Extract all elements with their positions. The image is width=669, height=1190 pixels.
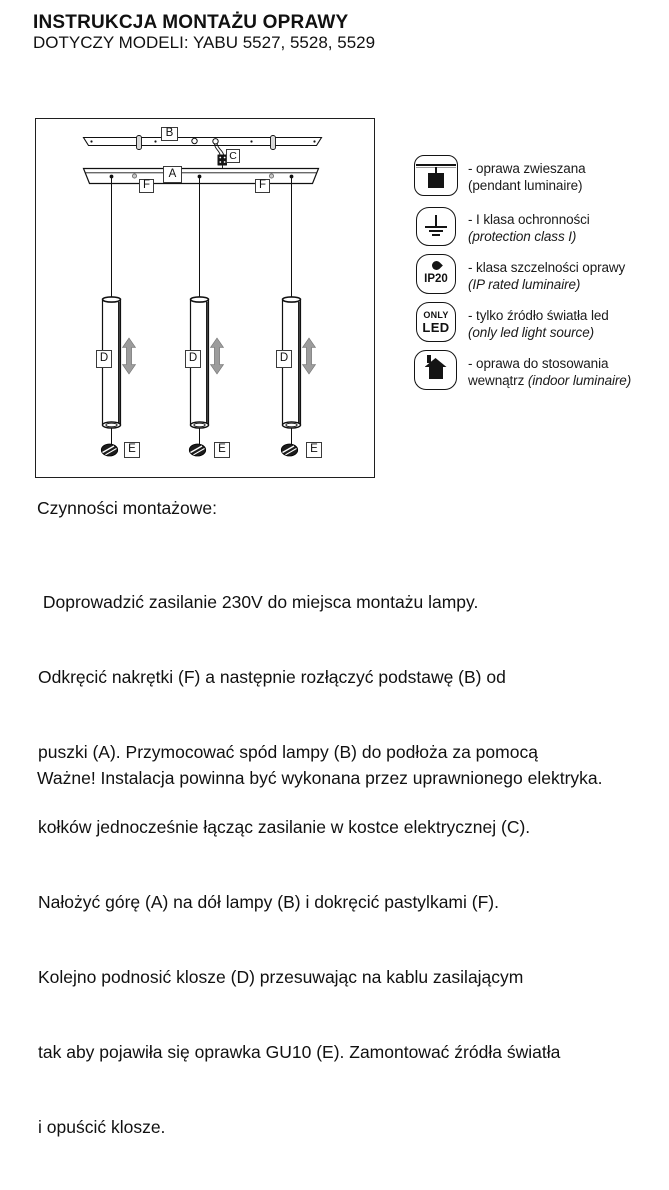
- water-drop-icon: [430, 259, 443, 272]
- warning-text: Ważne! Instalacja powinna być wykonana przez uprawnionego elektryka.: [37, 768, 603, 788]
- legend-line: - oprawa zwieszana: [468, 161, 586, 176]
- legend-line-italic: (IP rated luminaire): [468, 276, 581, 292]
- legend-line-italic: (protection class I): [468, 228, 577, 244]
- ground-symbol-bar: [429, 230, 443, 232]
- step-line: Nałożyć górę (A) na dół lampy (B) i dokręcić pastylkami (F).: [38, 892, 499, 912]
- ip-rating-text: IP20: [424, 273, 448, 285]
- ground-symbol-bar: [432, 234, 440, 236]
- ip20-icon: [416, 254, 456, 294]
- led-text: LED: [422, 320, 450, 335]
- label-d: D: [185, 350, 201, 368]
- label-f: F: [139, 179, 154, 193]
- label-b: B: [161, 127, 178, 141]
- assembly-diagram: [35, 118, 375, 478]
- steps-heading: Czynności montażowe:: [37, 498, 217, 518]
- legend-line: (pendant luminaire): [468, 177, 583, 193]
- page-title: INSTRUKCJA MONTAŻU OPRAWY: [33, 12, 349, 33]
- label-d: D: [96, 350, 112, 368]
- step-line: Kolejno podnosić klosze (D) przesuwając na kablu zasilającym: [38, 967, 524, 987]
- legend-item-indoor: [468, 356, 663, 389]
- label-c: C: [226, 149, 240, 163]
- ceiling-line: [416, 164, 456, 166]
- lamp-diagram-drawing: [36, 119, 373, 476]
- legend-line: - klasa szczelności oprawy: [468, 260, 626, 275]
- legend-line: wewnątrz: [468, 372, 528, 388]
- pendant-lamp-body: [428, 173, 444, 188]
- step-line: kołków jednocześnie łącząc zasilanie w kostce elektrycznej (C).: [38, 817, 531, 837]
- legend-line: - tylko źródło światła led: [468, 308, 609, 323]
- label-a: A: [163, 166, 182, 183]
- legend-item-protection-class: [468, 212, 663, 245]
- legend-line: - oprawa do stosowania: [468, 356, 609, 371]
- assembly-steps: [38, 540, 653, 1190]
- legend-item-ip-rating: [468, 260, 663, 293]
- legend-line-italic: (only led light source): [468, 324, 595, 340]
- step-line: tak aby pojawiła się oprawka GU10 (E). Zamontować źródła światła: [38, 1042, 561, 1062]
- label-d: D: [276, 350, 292, 368]
- ground-symbol-stem: [435, 215, 437, 226]
- label-e: E: [306, 442, 322, 458]
- indoor-luminaire-icon: [414, 350, 457, 390]
- label-e: E: [214, 442, 230, 458]
- house-chimney: [427, 355, 431, 363]
- step-line: puszki (A). Przymocować spód lampy (B) do podłoża za pomocą: [38, 742, 538, 762]
- label-e: E: [124, 442, 140, 458]
- legend-item-led-source: [468, 308, 663, 341]
- pendant-luminaire-icon: [414, 155, 458, 196]
- step-line: Odkręcić nakrętki (F) a następnie rozłączyć podstawę (B) od: [38, 667, 506, 687]
- ground-symbol-bar: [425, 226, 447, 228]
- house-body: [429, 366, 443, 379]
- only-led-icon: [416, 302, 456, 342]
- page-subtitle: DOTYCZY MODELI: YABU 5527, 5528, 5529: [33, 33, 376, 52]
- only-text: ONLY: [423, 310, 449, 320]
- legend-item-pendant: [468, 161, 663, 194]
- protection-class-1-icon: [416, 207, 456, 246]
- step-line: Doprowadzić zasilanie 230V do miejsca montażu lampy.: [38, 592, 479, 612]
- legend-line-italic: (indoor luminaire): [527, 372, 632, 388]
- legend-line: - I klasa ochronności: [468, 212, 590, 227]
- label-f: F: [255, 179, 270, 193]
- step-line: i opuścić klosze.: [38, 1117, 166, 1137]
